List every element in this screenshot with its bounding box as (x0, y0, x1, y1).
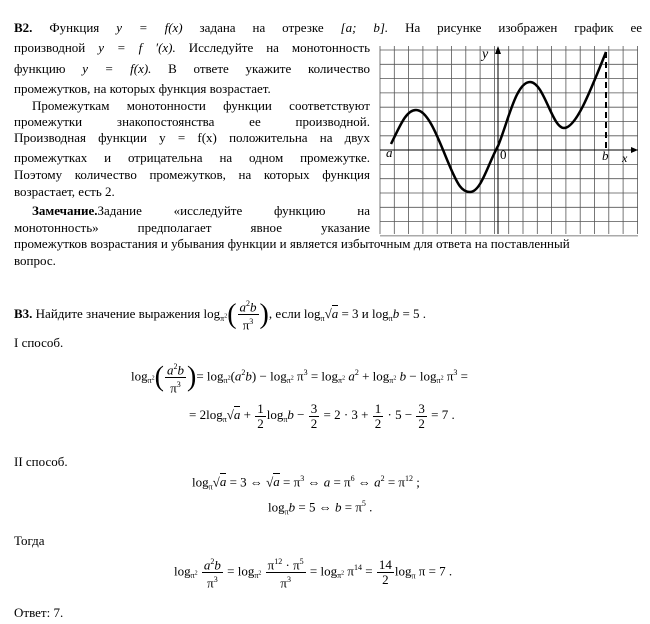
b2-text: производной (14, 40, 86, 55)
b2-text: Исследуйте на монотонность (188, 40, 371, 55)
b3-text: = 3 и (341, 305, 369, 321)
answer: Ответ: 7. (14, 605, 64, 620)
b2-text: Функция (49, 20, 100, 35)
b2-formula: y = f(x). (82, 61, 152, 76)
method-2-line-1: $\log_\pi√a = 3$ ⇔ $√a = \pi^3$ ⇔ $a = \pi^6$ ⇔ $a^2 = \pi^{12}$ ; (192, 474, 420, 492)
b3-text: Найдите значение выражения (35, 305, 201, 321)
b2-line-2 (14, 40, 370, 56)
method-2-heading: II способ. (14, 454, 68, 469)
b2-formula: [a; b]. (340, 20, 389, 35)
condition-formula-2: $\log_\pi b$ (372, 305, 400, 323)
b2-line-3 (14, 61, 370, 77)
b2-text: функцию (14, 61, 66, 76)
method-1-line-2: = $2\log_\pi√a$ + $\frac{1}{2}$ $\log_\pi b$ − $\frac{3}{2}$ = 2 · 3 + $\frac{1}{2}$ · 5 − $\frac{3}{2}$ = 7 . (189, 400, 455, 431)
graph-grid (380, 46, 638, 236)
b2-line-9: Поэтому количество промежутков, на которых функция (14, 167, 370, 182)
b2-line-7: Производная функции y = f(x) положительна на двух (14, 130, 370, 145)
b2-line-5: Промежуткам монотонности функции соответствуют (32, 98, 370, 113)
then-label: Тогда (14, 533, 45, 548)
method-1-heading: I способ. (14, 335, 64, 350)
x-axis-arrow (631, 147, 638, 153)
derivative-graph (376, 42, 644, 238)
a-label: a (386, 145, 393, 160)
b2-formula: y = f(x) (116, 20, 183, 35)
method-1-line-1: $\log_{\pi^2}$( $\frac{a^2b}{\pi^3}$ )= $\log_{\pi^2}(a^2b) - \log_{\pi^2} \pi^3 = \log_{\pi^2} a^2 + \log_{\pi^2} b - \log_{\pi^2} \pi^3$ = (131, 361, 468, 396)
x-axis-label: x (622, 151, 628, 165)
method-2-line-3: $\log_{\pi^2}$ $\frac{a^2b}{\pi^3}$ = $\log_{\pi^2}$ $\frac{\pi^{12} \cdot \pi^5}{\pi^3}$ = $\log_{\pi^2} \pi^{14}$ = $\frac{14}{2}$ $\log_\pi \pi = 7$ . (174, 556, 453, 591)
note-label: Замечание. (32, 203, 98, 218)
condition-formula-1: $\log_\pi√a$ (303, 305, 339, 323)
b2-text: задана на отрезке (199, 20, 324, 35)
b2-line-1 (14, 20, 642, 36)
method-2-line-2: $\log_\pi b = 5$ ⇔ $b = \pi^5$ . (268, 499, 373, 517)
b3-task (14, 297, 426, 333)
b2-line-11 (32, 203, 370, 219)
b2-line-14: вопрос. (14, 253, 56, 268)
b2-line-10: возрастает, есть 2. (14, 184, 115, 199)
expression-formula: $\log_{\pi^2}$( $\frac{a^2b}{\pi^3}$ ) (203, 298, 269, 333)
b2-line-8: промежутках и отрицательна на одном промежутке. (14, 150, 370, 165)
y-axis-label: y (482, 47, 489, 62)
b2-label: В2. (14, 20, 33, 35)
b2-text: Задание «исследуйте функцию на (97, 203, 370, 218)
b3-text: = 5 . (402, 305, 427, 321)
origin-label: 0 (500, 147, 507, 162)
b2-line-13: промежутков возрастания и убывания функции и является избыточным для ответа на поставленный (14, 236, 570, 251)
b2-text: На рисунке изображен график ее (405, 20, 642, 35)
b2-line-6: промежутки знакопостоянства ее производной. (14, 114, 370, 129)
b-label: b (602, 148, 609, 163)
b2-formula: y = f ′(x). (98, 40, 176, 55)
b2-line-12: монотонность» предполагает явное указание (14, 220, 370, 235)
b3-label: В3. (14, 305, 33, 321)
b3-text: , если (268, 305, 301, 321)
b2-text: В ответе укажите количество (168, 61, 371, 76)
b2-line-4: промежутков, на которых функция возрастает. (14, 81, 271, 96)
